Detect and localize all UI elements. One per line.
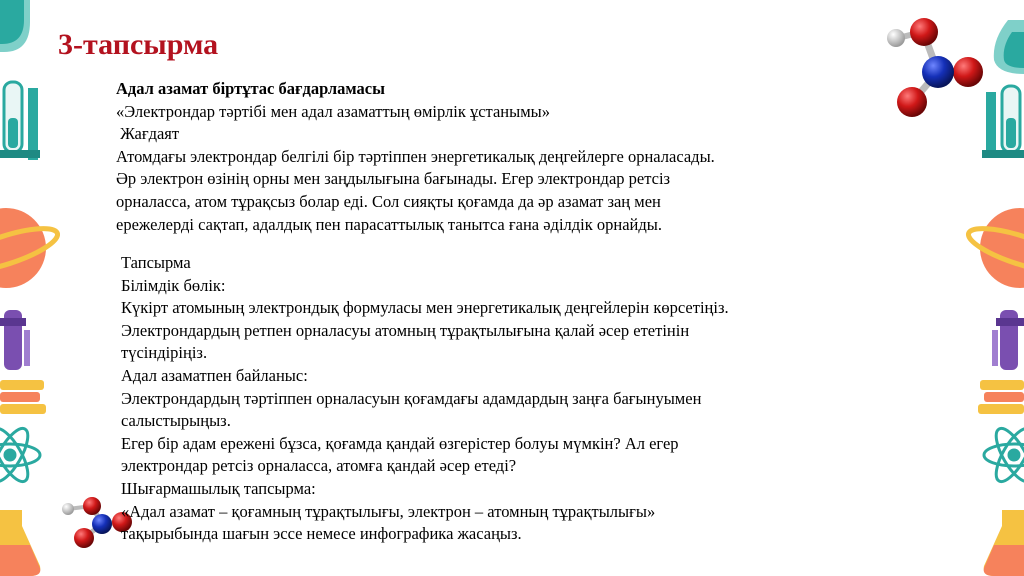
flask-icon — [984, 510, 1024, 576]
books-icon — [978, 380, 1024, 414]
knowledge-heading: Білімдік бөлік: — [121, 275, 226, 295]
task-line: «Адал азамат – қоғамның тұрақтылығы, электрон – атомның тұрақтылығы» — [121, 501, 656, 521]
situation-line: Атомдағы электрондар белгілі бір тәртіппен энергетикалық деңгейлерге орналасады. — [116, 146, 715, 166]
situation-line: ережелерді сақтап, адалдық пен парасаттылық танытса ғана әділдік орнайды. — [116, 214, 662, 234]
flask-icon — [994, 20, 1024, 74]
planet-icon — [964, 208, 1024, 288]
situation-line: Әр электрон өзінің орны мен заңдылығына бағынады. Егер электрондар ретсіз — [116, 169, 671, 189]
situation-heading: Жағдаят — [116, 124, 180, 144]
creative-heading: Шығармашылық тапсырма: — [121, 478, 316, 498]
task-heading: Тапсырма — [121, 253, 191, 272]
planet-icon — [0, 208, 60, 288]
molecule-icon — [880, 8, 990, 123]
flask-icon — [0, 510, 40, 576]
slide-title: 3-тапсырма — [58, 28, 219, 61]
task-block — [121, 252, 729, 546]
task-line: электрондар ретсіз орналасса, атомға қандай әсер етеді? — [121, 456, 517, 476]
program-title: Адал азамат біртұтас бағдарламасы — [116, 79, 385, 98]
flask-icon — [0, 0, 30, 52]
task-line: Электрондардың тәртіппен орналасуын қоғамдағы адамдардың заңға бағынуымен — [121, 388, 702, 408]
task-line: тақырыбында шағын эссе немесе инфографика жасаңыз. — [121, 524, 522, 544]
task-line: Күкірт атомының электрондық формуласы мен энергетикалық деңгейлерін көрсетіңіз. — [121, 298, 729, 318]
intro-block — [116, 78, 715, 236]
left-decor — [0, 0, 60, 576]
situation-line: орналасса, атом тұрақсыз болар еді. Сол сияқты қоғамда да әр азамат заң мен — [116, 191, 661, 211]
topic-line: «Электрондар тәртібі мен адал азаматтың өмірлік ұстанымы» — [116, 101, 550, 121]
books-icon — [0, 380, 46, 414]
microscope-icon — [992, 310, 1024, 370]
microscope-icon — [0, 310, 30, 370]
task-line: түсіндіріңіз. — [121, 343, 208, 363]
task-line: Электрондардың ретпен орналасуы атомның тұрақтылығына қалай әсер ететінін — [121, 320, 690, 340]
task-line: Егер бір адам ережені бұзса, қоғамда қандай өзгерістер болуы мүмкін? Ал егер — [121, 433, 679, 453]
task-line: салыстырыңыз. — [121, 411, 231, 431]
test-tube-icon — [0, 82, 40, 160]
atom-icon — [0, 424, 40, 487]
atom-icon — [984, 424, 1024, 487]
citizen-heading: Адал азаматпен байланыс: — [121, 365, 308, 385]
